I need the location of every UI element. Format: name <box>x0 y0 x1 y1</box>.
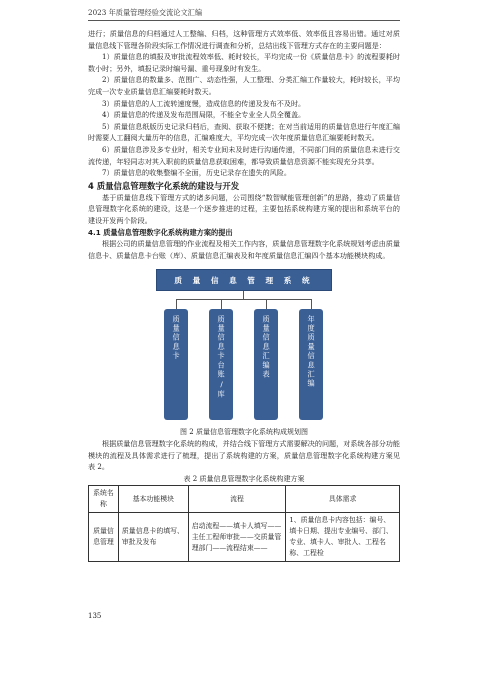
running-header: 2023 年质量管理经验交流论文汇编 <box>88 8 203 17</box>
problem-item-5: 5）质量信息纸版历史记录归档后，查阅、获取不便捷；在对当前适用的质量信息进行年度汇编时需要人工翻阅大量历年的信息，汇编难度大，平均完成一次年度质量信息汇编要耗时数天。 <box>88 121 400 143</box>
construction-plan-table <box>88 485 400 562</box>
section-4-1-paragraph: 根据公司的质量信息管理的作业流程及相关工作内容，质量信息管理数字化系统规划考虑由质量信息卡、质量信息卡台账（库）、质量信息汇编表及和年度质量信息汇编四个基本功能模块构成。 <box>88 239 400 260</box>
problem-item-3: 3）质量信息的人工流转速度慢，造成信息的传递及发布不及时。 <box>102 98 306 108</box>
section-4-1-heading: 4.1 质量信息管理数字化系统构建方案的提出 <box>88 227 233 237</box>
table-cell-flow: 启动流程——填卡人填写——主任工程师审批——交质量管理部门——流程结束—— <box>188 513 286 562</box>
module-quality-info-card <box>164 309 188 420</box>
header-rule <box>88 20 400 21</box>
module-label: 年度质量信息汇编 <box>307 315 317 389</box>
module-label: 质量信息卡台账/库 <box>217 315 227 400</box>
problem-item-6: 6）质量信息涉及多专业时，相关专业间未及时进行沟通传递，不同部门间的质量信息未进行交流传递，年轻同志对其入职前的质量信息获取困难，都导致质量信息资源不能实现充分共享。 <box>88 144 400 166</box>
module-label: 质量信息汇编表 <box>262 315 272 380</box>
table-header-row <box>89 486 400 513</box>
after-diagram-paragraph: 根据质量信息管理数字化系统的构成，并结合线下管理方式需要解决的问题，对系统各部分功能模块的流程及具体需求进行了梳理，提出了系统构建的方案，质量信息管理数字化系统构建方案见表 2。 <box>88 439 400 472</box>
module-annual-compilation <box>299 309 323 420</box>
branch-connector-3 <box>266 299 267 309</box>
branch-connector-2 <box>221 299 222 309</box>
table-row <box>89 513 400 562</box>
branch-connector-1 <box>176 299 177 309</box>
section-4-heading: 4 质量信息管理数字化系统的建设与开发 <box>88 180 240 191</box>
table-header-cell: 流程 <box>188 486 286 513</box>
table-caption: 表 2 质量信息管理数字化系统构建方案 <box>183 475 305 484</box>
trunk-connector <box>243 291 244 299</box>
problem-item-1: 1）质量信息的填报及审批流程效率低、耗时较长，平均完成一份《质量信息卡》的流程要耗时数小时；另外，填报记录时编号漏、重号现象时有发生。 <box>88 52 400 73</box>
table-header-cell: 系统名称 <box>89 486 119 513</box>
figure-caption: 图 2 质量信息管理数字化系统构成规划图 <box>180 428 308 437</box>
problem-item-4: 4）质量信息的传递及发布范围局限，不能全专业全人员全覆盖。 <box>102 110 306 120</box>
system-structure-diagram <box>88 269 400 421</box>
table-cell-module: 质量信息卡的填写、审批及发布 <box>118 513 188 562</box>
horizontal-connector <box>176 299 311 300</box>
section-4-paragraph: 基于质量信息线下管理方式的诸多问题，公司围绕“数智赋能管理创新”的思路，推动了质量信息管理数字化系统的建设，这是一个逐步推进的过程，主要包括系统构建方案的提出和系统平台的建设开发两个阶段。 <box>88 192 400 225</box>
module-compilation-table <box>254 309 278 420</box>
problem-item-7: 7）质量信息的收集整编不全面，历史记录存在遗失的风险。 <box>102 168 291 178</box>
table-header-cell: 具体需求 <box>286 486 400 513</box>
branch-connector-4 <box>311 299 312 309</box>
problem-item-2: 2）质量信息的数量多、范围广、动态性强，人工整理、分类汇编工作量较大，耗时较长，平均完成一次专业质量信息汇编要耗时数天。 <box>88 75 400 96</box>
module-card-ledger <box>209 309 233 420</box>
table-cell-requirements: 1、质量信息卡内容包括：编号、填卡日期、提出专业编号、部门、专业、填卡人、审批人、工程名称、工程检 <box>286 513 400 562</box>
page-number: 135 <box>88 612 102 620</box>
module-label: 质量信息卡 <box>172 315 182 362</box>
body-text <box>88 28 400 562</box>
intro-paragraph-continued: 进行；质量信息的归档通过人工整编、归档，这种管理方式效率低、效率低且容易出错。通过对质量信息线下管理各阶段实际工作情况进行调查和分析，总结出线下管理方式存在的主要问题是： <box>88 29 400 50</box>
table-header-cell: 基本功能模块 <box>118 486 188 513</box>
system-title-box: 质 量 信 息 管 理 系 统 <box>156 269 332 291</box>
table-cell-system: 质量信息管理 <box>89 513 119 562</box>
